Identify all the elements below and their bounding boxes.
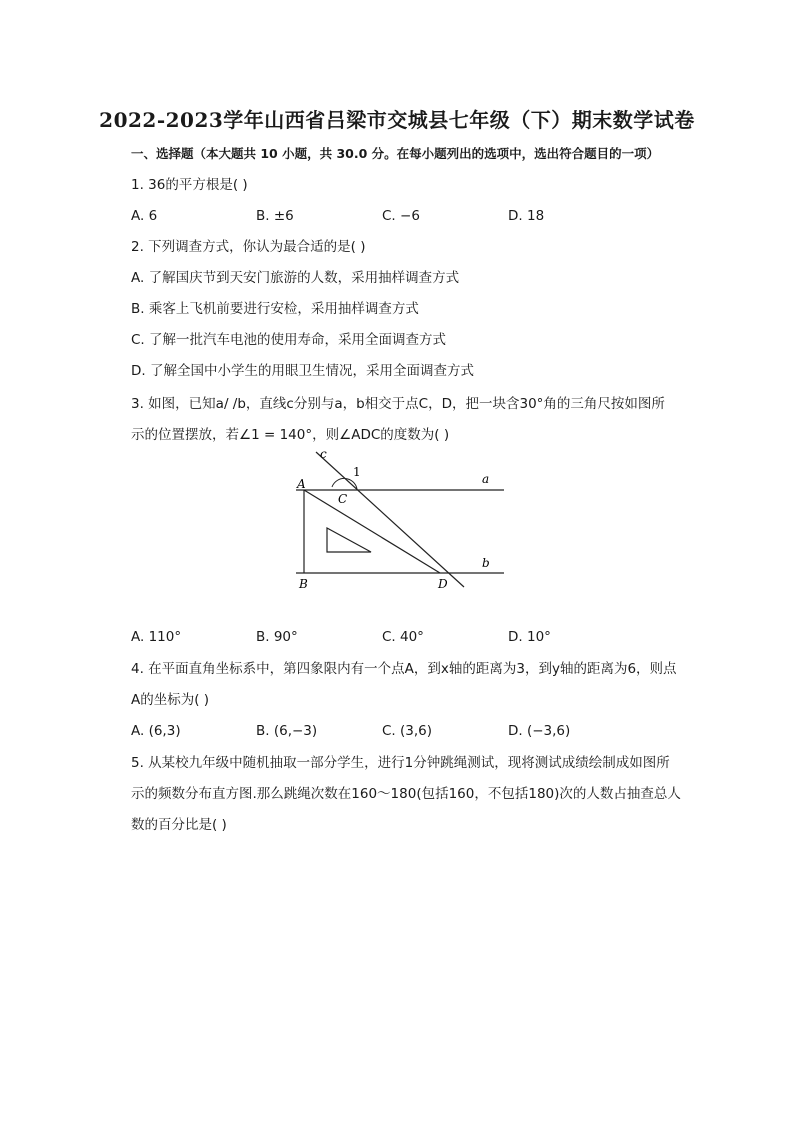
q2-option-b: B. 乘客上飞机前要进行安检，采用抽样调查方式 [131, 301, 419, 317]
question-3-stem-line-2: 示的位置摆放，若∠1 = 140°，则∠ADC的度数为( ) [131, 427, 450, 443]
q1-option-a: A. 6 [131, 208, 158, 224]
question-5-stem-line-1: 5. 从某校九年级中随机抽取一部分学生，进行1分钟跳绳测试，现将测试成绩绘制成如图所 [131, 755, 670, 771]
q4-option-b: B. (6,−3) [256, 723, 318, 739]
q1-option-d: D. 18 [508, 208, 545, 224]
question-5-stem-line-3: 数的百分比是( ) [131, 817, 227, 833]
q4-option-a: A. (6,3) [131, 723, 181, 739]
triangle-inner-cutout [327, 528, 371, 552]
label-b: b [482, 556, 490, 570]
q1-option-c: C. −6 [382, 208, 420, 224]
q3-geometry-figure [280, 446, 510, 596]
label-point-a: A [297, 477, 306, 491]
question-1-stem: 1. 36的平方根是( ) [131, 177, 248, 193]
section-heading: 一、选择题（本大题共 10 小题，共 30.0 分。在每小题列出的选项中，选出符合题目的一项） [131, 146, 660, 161]
label-angle-1: 1 [353, 465, 361, 479]
question-5-stem-line-2: 示的频数分布直方图.那么跳绳次数在160～180(包括160，不包括180)次的人数占抽查总人 [131, 786, 681, 802]
q3-option-b: B. 90° [256, 629, 298, 645]
q2-option-c: C. 了解一批汽车电池的使用寿命，采用全面调查方式 [131, 332, 447, 348]
label-point-b: B [299, 577, 308, 591]
question-2-stem: 2. 下列调查方式，你认为最合适的是( ) [131, 239, 366, 255]
q4-option-c: C. (3,6) [382, 723, 433, 739]
question-3-stem-line-1: 3. 如图，已知a/ /b，直线c分别与a，b相交于点C，D，把一块含30°角的三角尺按如图所 [131, 396, 665, 412]
q2-option-a: A. 了解国庆节到天安门旅游的人数，采用抽样调查方式 [131, 270, 460, 286]
q3-option-c: C. 40° [382, 629, 424, 645]
q1-option-b: B. ±6 [256, 208, 294, 224]
q2-option-d: D. 了解全国中小学生的用眼卫生情况，采用全面调查方式 [131, 363, 474, 379]
label-point-d: D [438, 577, 448, 591]
exam-title: 2022-2023学年山西省吕梁市交城县七年级（下）期末数学试卷 [99, 108, 695, 132]
q3-option-a: A. 110° [131, 629, 182, 645]
label-a: a [482, 472, 490, 486]
label-c: c [320, 447, 327, 461]
q4-option-d: D. (−3,6) [508, 723, 571, 739]
angle-1-arc [332, 478, 357, 489]
line-c [316, 452, 464, 587]
question-4-stem-line-1: 4. 在平面直角坐标系中，第四象限内有一个点A，到x轴的距离为3，到y轴的距离为6，则点 [131, 661, 677, 677]
question-4-stem-line-2: A的坐标为( ) [131, 692, 210, 708]
label-point-c: C [338, 492, 348, 506]
q3-option-d: D. 10° [508, 629, 551, 645]
